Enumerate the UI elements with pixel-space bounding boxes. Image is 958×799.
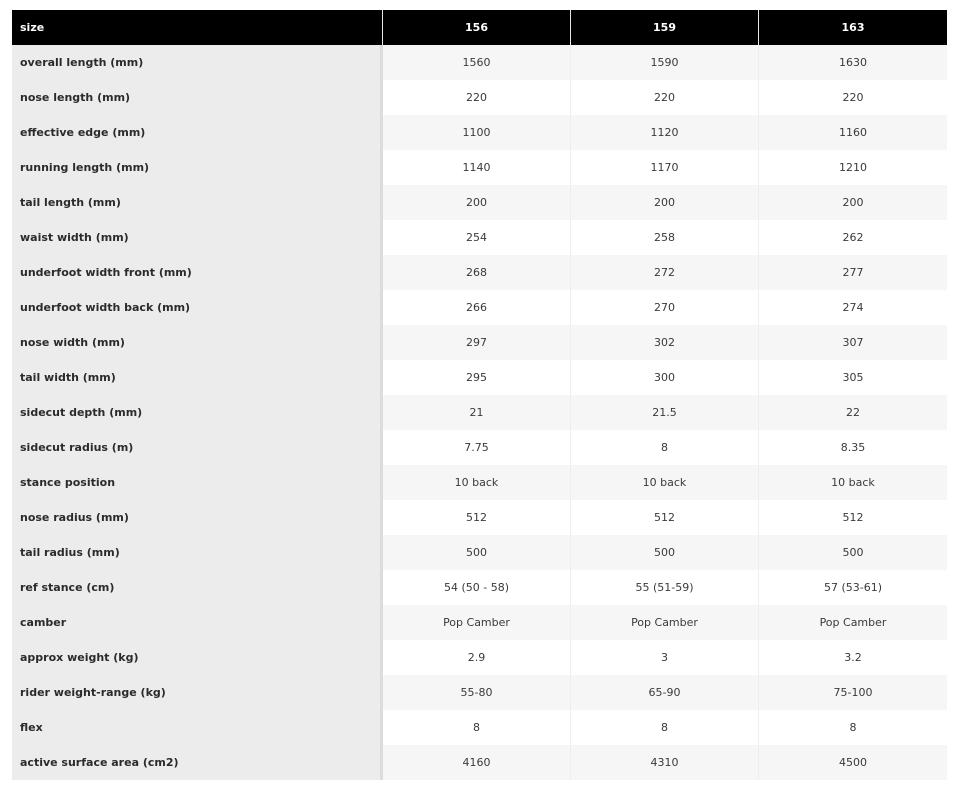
row-value: 254 — [383, 220, 571, 255]
row-value: 305 — [759, 360, 947, 395]
row-value: 266 — [383, 290, 571, 325]
row-value: 1120 — [571, 115, 759, 150]
row-value: 75-100 — [759, 675, 947, 710]
table-row — [12, 80, 947, 115]
row-value: 270 — [571, 290, 759, 325]
row-value: 55-80 — [383, 675, 571, 710]
row-value: 307 — [759, 325, 947, 360]
row-label: ref stance (cm) — [12, 570, 383, 605]
row-value: 10 back — [759, 465, 947, 500]
table-row — [12, 640, 947, 675]
row-label: effective edge (mm) — [12, 115, 383, 150]
row-label: tail width (mm) — [12, 360, 383, 395]
row-value: 1140 — [383, 150, 571, 185]
row-value: 297 — [383, 325, 571, 360]
row-value: 3.2 — [759, 640, 947, 675]
row-value: 1160 — [759, 115, 947, 150]
row-label: waist width (mm) — [12, 220, 383, 255]
row-value: 10 back — [383, 465, 571, 500]
row-value: 10 back — [571, 465, 759, 500]
row-label: stance position — [12, 465, 383, 500]
table-row — [12, 115, 947, 150]
table-row — [12, 150, 947, 185]
row-value: 1210 — [759, 150, 947, 185]
row-value: 21 — [383, 395, 571, 430]
spec-table-body — [12, 45, 947, 780]
row-value: 1170 — [571, 150, 759, 185]
header-size-159: 159 — [571, 10, 759, 45]
row-value: 300 — [571, 360, 759, 395]
header-row — [12, 10, 947, 45]
header-size-163: 163 — [759, 10, 947, 45]
table-row — [12, 220, 947, 255]
row-value: 4160 — [383, 745, 571, 780]
row-label: flex — [12, 710, 383, 745]
spec-table — [12, 10, 947, 780]
table-row — [12, 535, 947, 570]
row-value: 220 — [383, 80, 571, 115]
row-value: 200 — [759, 185, 947, 220]
row-value: Pop Camber — [759, 605, 947, 640]
table-row — [12, 570, 947, 605]
row-value: 268 — [383, 255, 571, 290]
row-value: 220 — [571, 80, 759, 115]
row-value: 65-90 — [571, 675, 759, 710]
row-value: 8.35 — [759, 430, 947, 465]
row-label: camber — [12, 605, 383, 640]
row-value: 200 — [571, 185, 759, 220]
table-row — [12, 395, 947, 430]
row-value: 220 — [759, 80, 947, 115]
header-size-156: 156 — [383, 10, 571, 45]
row-value: 1630 — [759, 45, 947, 80]
row-value: 500 — [571, 535, 759, 570]
row-label: rider weight-range (kg) — [12, 675, 383, 710]
row-value: 3 — [571, 640, 759, 675]
row-value: 277 — [759, 255, 947, 290]
row-value: 272 — [571, 255, 759, 290]
row-value: 4500 — [759, 745, 947, 780]
row-value: 8 — [571, 710, 759, 745]
table-row — [12, 185, 947, 220]
row-value: 2.9 — [383, 640, 571, 675]
table-row — [12, 325, 947, 360]
row-label: nose width (mm) — [12, 325, 383, 360]
row-value: 500 — [383, 535, 571, 570]
row-label: nose length (mm) — [12, 80, 383, 115]
row-value: 57 (53-61) — [759, 570, 947, 605]
row-value: 500 — [759, 535, 947, 570]
row-value: 22 — [759, 395, 947, 430]
row-label: approx weight (kg) — [12, 640, 383, 675]
row-value: 55 (51-59) — [571, 570, 759, 605]
table-row — [12, 675, 947, 710]
row-value: 1100 — [383, 115, 571, 150]
row-label: underfoot width back (mm) — [12, 290, 383, 325]
table-row — [12, 255, 947, 290]
table-row — [12, 465, 947, 500]
row-label: nose radius (mm) — [12, 500, 383, 535]
table-row — [12, 745, 947, 780]
row-value: 512 — [383, 500, 571, 535]
spec-table-header — [12, 10, 947, 45]
row-label: tail radius (mm) — [12, 535, 383, 570]
row-value: 262 — [759, 220, 947, 255]
row-value: 512 — [571, 500, 759, 535]
table-row — [12, 45, 947, 80]
row-value: 295 — [383, 360, 571, 395]
row-label: overall length (mm) — [12, 45, 383, 80]
row-value: 8 — [571, 430, 759, 465]
row-value: 7.75 — [383, 430, 571, 465]
row-value: 21.5 — [571, 395, 759, 430]
row-value: 274 — [759, 290, 947, 325]
row-value: 200 — [383, 185, 571, 220]
table-row — [12, 710, 947, 745]
row-value: 8 — [759, 710, 947, 745]
row-label: active surface area (cm2) — [12, 745, 383, 780]
row-value: 512 — [759, 500, 947, 535]
table-row — [12, 360, 947, 395]
row-value: Pop Camber — [383, 605, 571, 640]
row-value: 8 — [383, 710, 571, 745]
row-value: 258 — [571, 220, 759, 255]
table-row — [12, 605, 947, 640]
header-size-label: size — [12, 10, 383, 45]
table-row — [12, 290, 947, 325]
table-row — [12, 430, 947, 465]
row-value: Pop Camber — [571, 605, 759, 640]
row-value: 1560 — [383, 45, 571, 80]
row-value: 4310 — [571, 745, 759, 780]
row-label: running length (mm) — [12, 150, 383, 185]
row-label: sidecut radius (m) — [12, 430, 383, 465]
spec-table-container — [12, 10, 946, 780]
row-label: tail length (mm) — [12, 185, 383, 220]
row-value: 302 — [571, 325, 759, 360]
table-row — [12, 500, 947, 535]
row-value: 1590 — [571, 45, 759, 80]
row-label: sidecut depth (mm) — [12, 395, 383, 430]
row-value: 54 (50 - 58) — [383, 570, 571, 605]
row-label: underfoot width front (mm) — [12, 255, 383, 290]
